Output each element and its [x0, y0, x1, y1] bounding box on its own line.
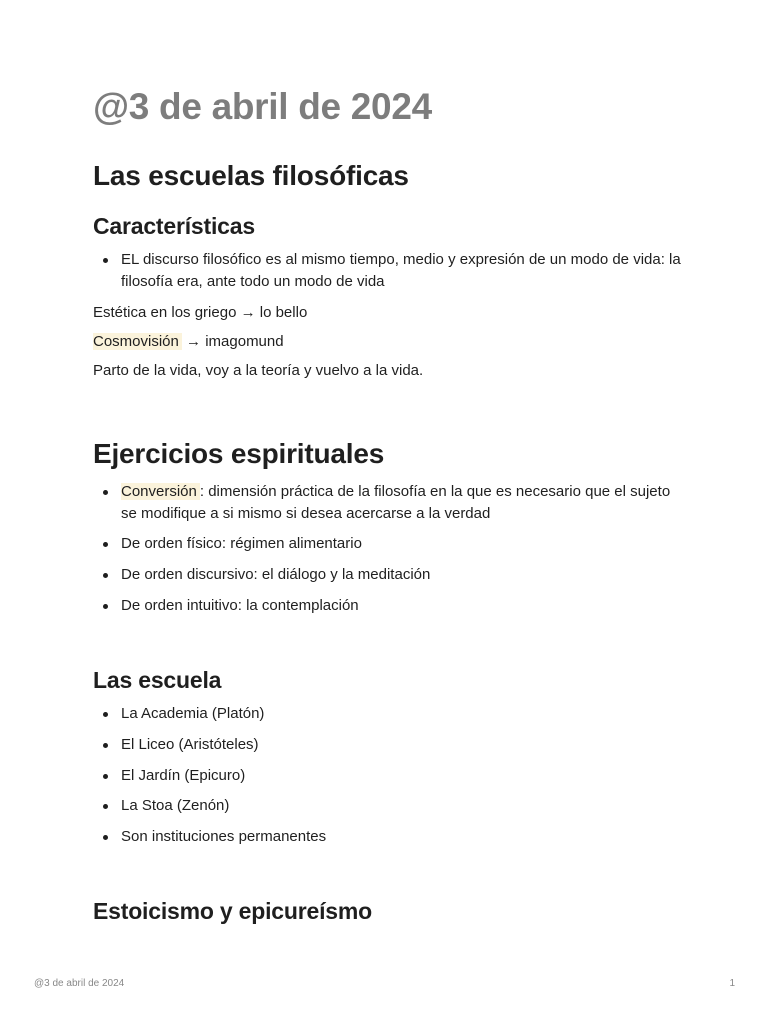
- conversion-text: : dimensión práctica de la filosofía en la que es necesario que el sujeto se modifique a si mismo si desea acercarse a la verdad: [121, 483, 671, 522]
- parto-line: Parto de la vida, voy a la teoría y vuelvo a la vida.: [93, 362, 424, 379]
- list-item: De orden intuitivo: la contemplación: [93, 595, 683, 617]
- cosmovision-highlight: Cosmovisión: [93, 333, 182, 350]
- footer-page-number: 1: [729, 978, 735, 989]
- list-item: [93, 481, 683, 525]
- date-title: @3 de abril de 2024: [93, 86, 432, 127]
- list-item: El Jardín (Epicuro): [93, 765, 683, 787]
- heading-las-escuela: Las escuela: [93, 667, 222, 693]
- footer-date: @3 de abril de 2024: [34, 978, 125, 989]
- list-item: Son instituciones permanentes: [93, 826, 683, 848]
- heading-caracteristicas: Características: [93, 213, 255, 239]
- heading-estoicismo-epicureismo: Estoicismo y epicureísmo: [93, 898, 372, 924]
- ejercicios-list: [93, 481, 683, 617]
- conversion-highlight: Conversión: [121, 483, 200, 500]
- cosmovision-line: [93, 331, 284, 353]
- list-item: El Liceo (Aristóteles): [93, 734, 683, 756]
- list-item: De orden discursivo: el diálogo y la meditación: [93, 564, 683, 586]
- list-item: La Academia (Platón): [93, 703, 683, 725]
- caracteristicas-list: [93, 249, 683, 293]
- list-item: De orden físico: régimen alimentario: [93, 533, 683, 555]
- heading-las-escuelas-filosoficas: Las escuelas filosóficas: [93, 160, 409, 191]
- estetica-line: Estética en los griego → lo bello: [93, 304, 308, 321]
- cosmovision-text: → imagomund: [181, 333, 284, 350]
- heading-ejercicios-espirituales: Ejercicios espirituales: [93, 438, 385, 469]
- escuela-list: [93, 703, 683, 848]
- list-item: La Stoa (Zenón): [93, 795, 683, 817]
- list-item: EL discurso filosófico es al mismo tiempo, medio y expresión de un modo de vida: la filosofía era, ante todo un modo de vida: [93, 249, 683, 293]
